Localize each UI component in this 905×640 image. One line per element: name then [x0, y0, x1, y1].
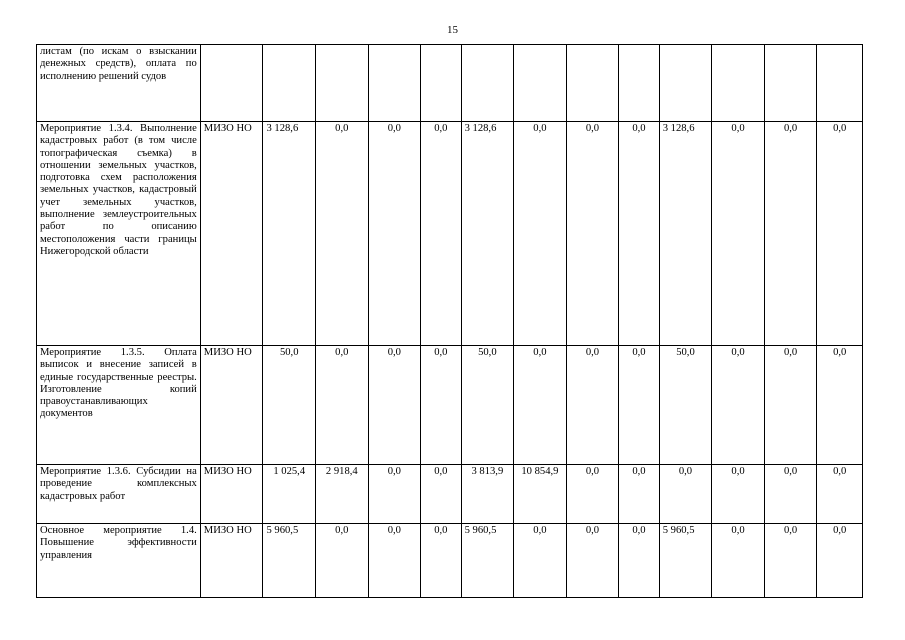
measure-description: листам (по искам о взыскании денежных средств), оплата по исполнению решений судов [37, 45, 201, 122]
value-cell: 0,0 [764, 122, 817, 346]
value-cell [461, 45, 514, 122]
value-cell: 0,0 [712, 346, 765, 465]
executor-cell: МИЗО НО [200, 524, 263, 598]
value-cell [659, 45, 712, 122]
value-cell: 2 918,4 [316, 465, 369, 524]
value-cell: 5 960,5 [461, 524, 514, 598]
executor-cell: МИЗО НО [200, 465, 263, 524]
value-cell: 3 128,6 [263, 122, 316, 346]
value-cell: 0,0 [421, 346, 461, 465]
value-cell: 0,0 [659, 465, 712, 524]
value-cell: 0,0 [421, 122, 461, 346]
value-cell [421, 45, 461, 122]
table-row [37, 122, 863, 346]
value-cell: 0,0 [514, 122, 567, 346]
value-cell: 0,0 [619, 122, 659, 346]
value-cell: 0,0 [368, 524, 421, 598]
value-cell: 0,0 [316, 122, 369, 346]
measure-description: Мероприятие 1.3.4. Выполнение кадастровых работ (в том числе топографическая съемка) в отношении земельных участков, подготовка схем расположения земельных участков, кадастровый учет земельных участков, выполнение землеустроительных работ по описанию местоположения части границы Нижегородской области [37, 122, 201, 346]
value-cell: 3 813,9 [461, 465, 514, 524]
value-cell: 0,0 [712, 122, 765, 346]
value-cell: 0,0 [368, 465, 421, 524]
value-cell: 0,0 [316, 524, 369, 598]
value-cell: 1 025,4 [263, 465, 316, 524]
value-cell: 3 128,6 [461, 122, 514, 346]
value-cell: 50,0 [461, 346, 514, 465]
value-cell [619, 45, 659, 122]
value-cell: 0,0 [619, 465, 659, 524]
value-cell: 0,0 [566, 465, 619, 524]
value-cell: 0,0 [817, 346, 863, 465]
value-cell: 0,0 [566, 346, 619, 465]
value-cell [566, 45, 619, 122]
value-cell: 0,0 [368, 346, 421, 465]
page-number: 15 [447, 24, 458, 36]
table-row [37, 346, 863, 465]
value-cell [514, 45, 567, 122]
table-row [37, 465, 863, 524]
value-cell: 10 854,9 [514, 465, 567, 524]
value-cell: 0,0 [764, 465, 817, 524]
value-cell: 0,0 [817, 122, 863, 346]
value-cell [316, 45, 369, 122]
value-cell: 0,0 [764, 346, 817, 465]
value-cell: 50,0 [659, 346, 712, 465]
budget-table [36, 44, 863, 598]
value-cell: 0,0 [817, 524, 863, 598]
value-cell: 0,0 [712, 465, 765, 524]
value-cell: 0,0 [368, 122, 421, 346]
value-cell: 0,0 [817, 465, 863, 524]
measure-description: Мероприятие 1.3.5. Оплата выписок и внесение записей в единые государственные реестры. Изготовление копий правоустанавливающих документов [37, 346, 201, 465]
value-cell: 0,0 [514, 524, 567, 598]
value-cell [817, 45, 863, 122]
value-cell: 50,0 [263, 346, 316, 465]
value-cell [263, 45, 316, 122]
value-cell [764, 45, 817, 122]
table-row [37, 45, 863, 122]
value-cell: 0,0 [316, 346, 369, 465]
value-cell: 0,0 [421, 524, 461, 598]
executor-cell [200, 45, 263, 122]
value-cell: 0,0 [421, 465, 461, 524]
value-cell [712, 45, 765, 122]
value-cell: 0,0 [566, 524, 619, 598]
measure-description: Основное мероприятие 1.4. Повышение эффективности управления [37, 524, 201, 598]
value-cell: 5 960,5 [659, 524, 712, 598]
value-cell: 0,0 [619, 346, 659, 465]
table-row [37, 524, 863, 598]
value-cell: 3 128,6 [659, 122, 712, 346]
value-cell: 5 960,5 [263, 524, 316, 598]
value-cell: 0,0 [619, 524, 659, 598]
value-cell: 0,0 [514, 346, 567, 465]
executor-cell: МИЗО НО [200, 346, 263, 465]
measure-description: Мероприятие 1.3.6. Субсидии на проведение комплексных кадастровых работ [37, 465, 201, 524]
executor-cell: МИЗО НО [200, 122, 263, 346]
value-cell: 0,0 [764, 524, 817, 598]
value-cell: 0,0 [566, 122, 619, 346]
value-cell: 0,0 [712, 524, 765, 598]
value-cell [368, 45, 421, 122]
